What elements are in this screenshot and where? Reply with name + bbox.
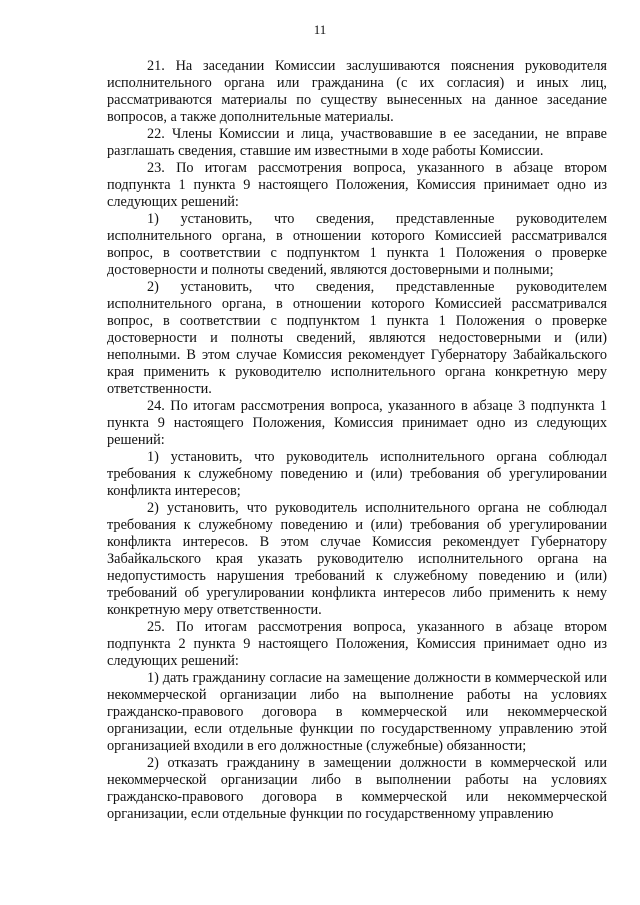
paragraph-23-item-2: 2) установить, что сведения, представленные руководителем исполнительного органа, в отношении которого Комиссией рассматривался вопрос, в соответствии с подпунктом 1 пункта 1 Положения о проверке достоверности и полноты сведений, являются недостоверными и (или) неполными. В этом случае Комиссия рекомендует Губернатору Забайкальского края применить к руководителю исполнительного органа конкретную меру ответственности. [107,279,607,397]
paragraph-25-item-2: 2) отказать гражданину в замещении должности в коммерческой или некоммерческой организации либо в выполнении работы на условиях гражданско-правового договора в коммерческой или некоммерческой организации, если отдельные функции по государственному управлению [107,755,607,822]
paragraph-22: 22. Члены Комиссии и лица, участвовавшие в ее заседании, не вправе разглашать сведения, ставшие им известными в ходе работы Комиссии. [107,126,607,159]
paragraph-24-item-2: 2) установить, что руководитель исполнительного органа не соблюдал требования к служебному поведению и (или) требования об урегулировании конфликта интересов. В этом случае Комиссия рекомендует Губернатору Забайкальского края указать руководителю исполнительного органа на недопустимость нарушения требований к служебному поведению и (или) требований об урегулировании конфликта интересов либо применить к нему конкретную меру ответственности. [107,500,607,618]
document-body [107,58,607,823]
paragraph-23-item-1: 1) установить, что сведения, представленные руководителем исполнительного органа, в отношении которого Комиссией рассматривался вопрос, в соответствии с подпунктом 1 пункта 1 Положения о проверке достоверности и полноты сведений, являются достоверными и полными; [107,211,607,278]
paragraph-25: 25. По итогам рассмотрения вопроса, указанного в абзаце втором подпункта 2 пункта 9 настоящего Положения, Комиссия принимает одно из следующих решений: [107,619,607,669]
paragraph-23: 23. По итогам рассмотрения вопроса, указанного в абзаце втором подпункта 1 пункта 9 настоящего Положения, Комиссия принимает одно из следующих решений: [107,160,607,210]
paragraph-21: 21. На заседании Комиссии заслушиваются пояснения руководителя исполнительного органа или гражданина (с их согласия) и иных лиц, рассматриваются материалы по существу вынесенных на данное заседание вопросов, а также дополнительные материалы. [107,58,607,125]
paragraph-24-item-1: 1) установить, что руководитель исполнительного органа соблюдал требования к служебному поведению и (или) требования об урегулировании конфликта интересов; [107,449,607,499]
page-number: 11 [313,22,327,37]
paragraph-25-item-1: 1) дать гражданину согласие на замещение должности в коммерческой или некоммерческой организации либо на выполнение работы на условиях гражданско-правового договора в коммерческой или некоммерческой организации, если отдельные функции по государственному управлению этой организацией входили в его должностные (служебные) обязанности; [107,670,607,754]
paragraph-24: 24. По итогам рассмотрения вопроса, указанного в абзаце 3 подпункта 1 пункта 9 настоящего Положения, Комиссия принимает одно из следующих решений: [107,398,607,448]
